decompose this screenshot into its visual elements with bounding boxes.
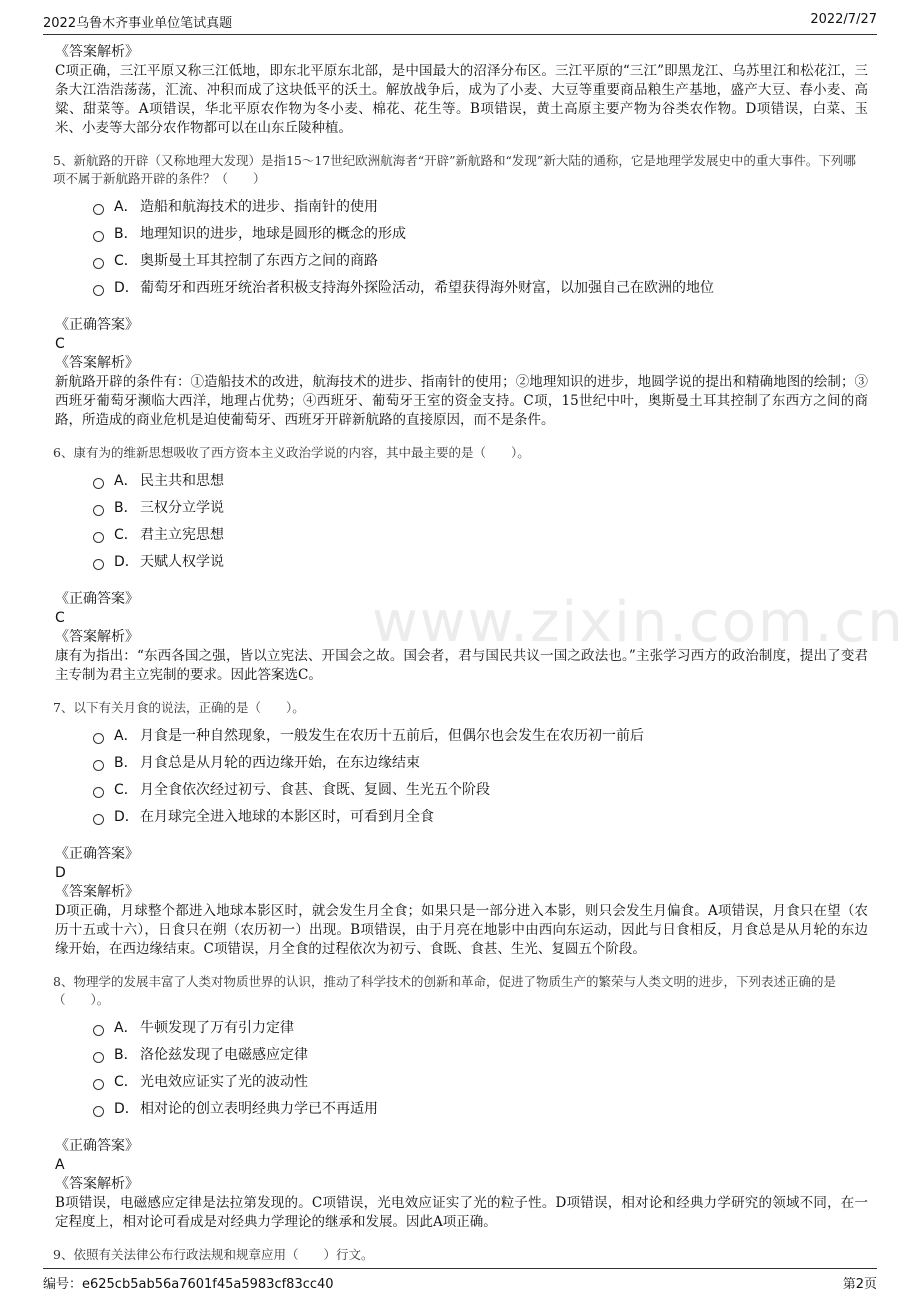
option-letter: C． <box>114 527 138 543</box>
option-text: 葡萄牙和西班牙统治者积极支持海外探险活动，希望获得海外财富，以加强自己在欧洲的地位 <box>140 280 714 296</box>
watermark: www.zixin.com.cn <box>372 590 905 655</box>
option-a[interactable] <box>93 194 868 221</box>
analysis-label: 《答案解析》 <box>55 1176 139 1192</box>
question-block <box>55 444 868 685</box>
option-a[interactable] <box>93 468 868 495</box>
correct-answer-label: 《正确答案》 <box>55 846 139 862</box>
option-letter: B． <box>114 226 138 242</box>
document-date: 2022/7/27 <box>810 12 877 27</box>
option-letter: D． <box>114 1101 139 1117</box>
option-c[interactable] <box>93 777 868 804</box>
option-text: 牛顿发现了万有引力定律 <box>140 1020 294 1036</box>
option-c[interactable] <box>93 522 868 549</box>
option-a[interactable] <box>93 723 868 750</box>
option-list <box>93 194 868 302</box>
option-c[interactable] <box>93 248 868 275</box>
option-letter: B． <box>114 1047 138 1063</box>
option-d[interactable] <box>93 275 868 302</box>
question-stem: 7、以下有关月食的说法，正确的是（ ）。 <box>53 700 305 715</box>
document-title: 2022乌鲁木齐事业单位笔试真题 <box>43 16 233 31</box>
page-number: 第2页 <box>842 1277 877 1292</box>
radio-icon[interactable] <box>93 478 104 489</box>
option-letter: B． <box>114 500 138 516</box>
option-letter: A． <box>114 728 138 744</box>
option-text: 相对论的创立表明经典力学已不再适用 <box>140 1101 378 1117</box>
radio-icon[interactable] <box>93 1025 104 1036</box>
option-letter: A． <box>114 473 138 489</box>
radio-icon[interactable] <box>93 204 104 215</box>
option-text: 洛伦兹发现了电磁感应定律 <box>140 1047 308 1063</box>
question-stem: 8、物理学的发展丰富了人类对物质世界的认识，推动了科学技术的创新和革命，促进了物质生产的繁荣与人类文明的进步，下列表述正确的是（ ）。 <box>53 974 836 1007</box>
analysis-text: D项正确，月球整个都进入地球本影区时，就会发生月全食；如果只是一部分进入本影，则只会发生月偏食。A项错误，月食只在望（农历十五或十六），日食只在朔（农历初一）出现。B项错误，由于月亮在地影中由西向东运动，因此与日食相反，月食总是从月轮的东边缘开始，在西边缘结束。C项错误，月全食的过程依次为初亏、食既、食甚、生光、复圆五个阶段。 <box>55 903 868 957</box>
correct-answer-label: 《正确答案》 <box>55 591 139 607</box>
option-b[interactable] <box>93 495 868 522</box>
option-text: 地理知识的进步，地球是圆形的概念的形成 <box>140 226 406 242</box>
page-header <box>43 12 877 35</box>
correct-answer: D <box>55 865 66 881</box>
question-stem: 9、依照有关法律公布行政法规和规章应用（ ）行文。 <box>53 1247 374 1262</box>
option-text: 月食是一种自然现象，一般发生在农历十五前后，但偶尔也会发生在农历初一前后 <box>140 728 644 744</box>
analysis-label: 《答案解析》 <box>55 884 139 900</box>
correct-answer: C <box>55 336 65 352</box>
option-b[interactable] <box>93 750 868 777</box>
option-letter: A． <box>114 1020 138 1036</box>
option-a[interactable] <box>93 1015 868 1042</box>
radio-icon[interactable] <box>93 505 104 516</box>
page-footer <box>43 1268 877 1293</box>
question-block <box>55 973 868 1232</box>
question-stem: 6、康有为的维新思想吸收了西方资本主义政治学说的内容，其中最主要的是（ ）。 <box>53 445 530 460</box>
option-letter: D． <box>114 280 139 296</box>
option-c[interactable] <box>93 1069 868 1096</box>
option-text: 在月球完全进入地球的本影区时，可看到月全食 <box>140 809 434 825</box>
radio-icon[interactable] <box>93 1106 104 1117</box>
document-code: 编号：e625cb5ab56a7601f45a5983cf83cc40 <box>43 1277 334 1292</box>
option-letter: B． <box>114 755 138 771</box>
analysis-label: 《答案解析》 <box>55 44 139 60</box>
analysis-label: 《答案解析》 <box>55 355 139 371</box>
analysis-text: 新航路开辟的条件有：①造船技术的改进，航海技术的进步、指南针的使用；②地理知识的进步，地圆学说的提出和精确地图的绘制；③西班牙葡萄牙濒临大西洋，地理占优势；④西班牙、葡萄牙王室的资金支持。C项，15世纪中叶，奥斯曼土耳其控制了东西方之间的商路，所造成的商业危机是迫使葡萄牙、西班牙开辟新航路的直接原因，而不是条件。 <box>55 374 868 428</box>
analysis-text: 康有为指出：“东西各国之强，皆以立宪法、开国会之故。国会者，君与国民共议一国之政法也。”主张学习西方的政治制度，提出了变君主专制为君主立宪制的要求。因此答案选C。 <box>55 648 868 683</box>
radio-icon[interactable] <box>93 787 104 798</box>
radio-icon[interactable] <box>93 285 104 296</box>
radio-icon[interactable] <box>93 231 104 242</box>
analysis-label: 《答案解析》 <box>55 629 139 645</box>
option-text: 民主共和思想 <box>140 473 224 489</box>
correct-answer: C <box>55 610 65 626</box>
question-block <box>55 699 868 959</box>
analysis-text: C项正确，三江平原又称三江低地，即东北平原东北部，是中国最大的沼泽分布区。三江平原的“三江”即黑龙江、乌苏里江和松花江，三条大江浩浩荡荡，汇流、冲积而成了这块低平的沃土。解放战争后，成为了小麦、大豆等重要商品粮生产基地，盛产大豆、春小麦、高粱、甜菜等。A项错误，华北平原农作物为冬小麦、棉花、花生等。B项错误，黄土高原主要产物为谷类农作物。D项错误，白菜、玉米、小麦等大部分农作物都可以在山东丘陵种植。 <box>55 63 868 136</box>
question-block <box>55 152 868 430</box>
radio-icon[interactable] <box>93 733 104 744</box>
option-text: 天赋人权学说 <box>140 554 224 570</box>
option-letter: C． <box>114 782 138 798</box>
analysis-text: B项错误，电磁感应定律是法拉第发现的。C项错误，光电效应证实了光的粒子性。D项错误，相对论和经典力学研究的领域不同，在一定程度上，相对论可看成是对经典力学理论的继承和发展。因此A项正确。 <box>55 1195 868 1230</box>
option-text: 三权分立学说 <box>140 500 224 516</box>
option-text: 造船和航海技术的进步、指南针的使用 <box>140 199 378 215</box>
page-content <box>55 43 868 1264</box>
radio-icon[interactable] <box>93 258 104 269</box>
option-d[interactable] <box>93 804 868 831</box>
correct-answer: A <box>55 1157 65 1173</box>
radio-icon[interactable] <box>93 559 104 570</box>
option-b[interactable] <box>93 1042 868 1069</box>
option-list <box>93 723 868 831</box>
radio-icon[interactable] <box>93 532 104 543</box>
option-letter: D． <box>114 809 139 825</box>
option-list <box>93 1015 868 1123</box>
radio-icon[interactable] <box>93 1079 104 1090</box>
correct-answer-label: 《正确答案》 <box>55 1138 139 1154</box>
option-text: 月食总是从月轮的西边缘开始，在东边缘结束 <box>140 755 420 771</box>
correct-answer-label: 《正确答案》 <box>55 317 139 333</box>
option-text: 君主立宪思想 <box>140 527 224 543</box>
option-text: 奥斯曼土耳其控制了东西方之间的商路 <box>140 253 378 269</box>
option-letter: C． <box>114 253 138 269</box>
option-d[interactable] <box>93 549 868 576</box>
radio-icon[interactable] <box>93 814 104 825</box>
option-letter: C． <box>114 1074 138 1090</box>
option-b[interactable] <box>93 221 868 248</box>
question-stem: 5、新航路的开辟（又称地理大发现）是指15～17世纪欧洲航海者“开辟”新航路和“发现”新大陆的通称，它是地理学发展史中的重大事件。下列哪项不属于新航路开辟的条件？（ ） <box>53 153 856 186</box>
radio-icon[interactable] <box>93 760 104 771</box>
option-letter: A． <box>114 199 138 215</box>
radio-icon[interactable] <box>93 1052 104 1063</box>
option-letter: D． <box>114 554 139 570</box>
option-d[interactable] <box>93 1096 868 1123</box>
option-text: 光电效应证实了光的波动性 <box>140 1074 308 1090</box>
option-text: 月全食依次经过初亏、食甚、食既、复圆、生光五个阶段 <box>140 782 490 798</box>
option-list <box>93 468 868 576</box>
